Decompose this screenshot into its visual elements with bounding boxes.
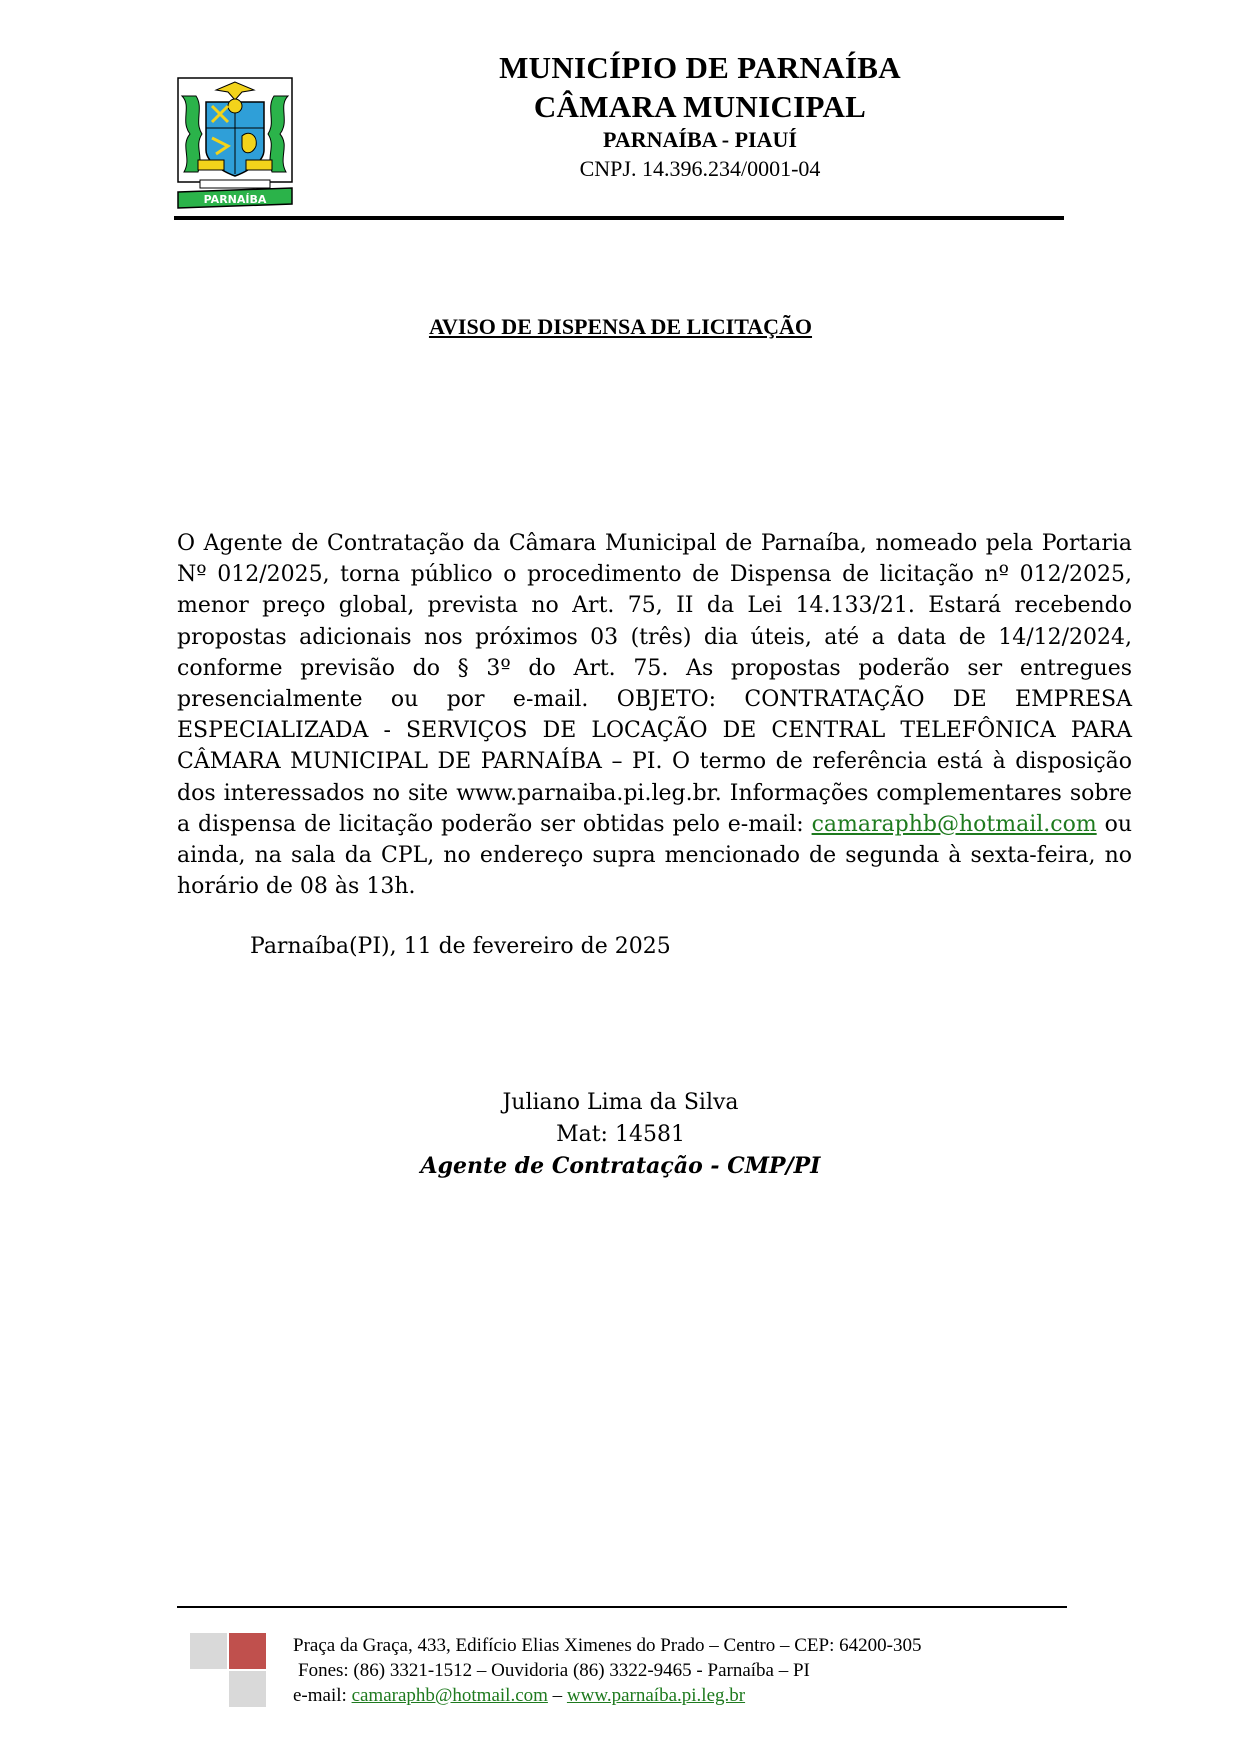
header-cidade-estado: PARNAÍBA - PIAUÍ — [603, 127, 797, 152]
footer-phones: Fones: (86) 3321-1512 – Ouvidoria (86) 3322-9465 - Parnaíba – PI — [298, 1660, 810, 1681]
signatory-role: Agente de Contratação - CMP/PI — [420, 1153, 821, 1179]
header-divider — [174, 216, 1064, 220]
footer-email-label: e-mail: — [293, 1685, 352, 1706]
municipal-seal-logo — [176, 76, 294, 214]
date-line: Parnaíba(PI), 11 de fevereiro de 2025 — [250, 934, 671, 959]
header-municipio: MUNICÍPIO DE PARNAÍBA — [499, 50, 901, 85]
notice-body-part1: O Agente de Contratação da Câmara Municipal de Parnaíba, nomeado pela Portaria Nº 012/2025, torna público o procedimento de Dispensa de licitação nº 012/2025, menor preço global, prevista no Art. 75, II da Lei 14.133/21. Estará recebendo propostas adicionais nos próximos 03 (três) dia úteis, até a data de 14/12/2024, conforme previsão do § 3º do Art. 75. As propostas poderão ser entregues presencialmente ou por e-mail. OBJETO: CONTRATAÇÃO DE EMPRESA ESPECIALIZADA - SERVIÇOS DE LOCAÇÃO DE CENTRAL TELEFÔNICA PARA CÂMARA MUNICIPAL DE PARNAÍBA – PI. O termo de referência está à disposição dos interessados no site www.parnaiba.pi.leg.br. Informações complementares sobre a dispensa de licitação poderão ser obtidas pelo e-mail: — [177, 531, 1132, 837]
footer-separator: – — [547, 1685, 567, 1706]
notice-body-part2: ou ainda, na sala da CPL, no endereço supra mencionado de segunda à sexta-feira, no horário de 08 às 13h. — [177, 811, 1132, 900]
seal-ribbon-text: PARNAÍBA — [203, 193, 267, 206]
notice-body — [177, 528, 1132, 902]
footer-email-link[interactable]: camaraphb@hotmail.com — [351, 1685, 548, 1706]
footer-divider — [177, 1606, 1067, 1608]
footer-contact — [293, 1685, 745, 1707]
signatory-mat: Mat: 14581 — [556, 1122, 685, 1147]
header-cnpj: CNPJ. 14.396.234/0001-04 — [579, 156, 821, 181]
body-email-link[interactable]: camaraphb@hotmail.com — [811, 811, 1097, 837]
header-camara: CÂMARA MUNICIPAL — [533, 89, 867, 124]
footer-site-link[interactable]: www.parnaíba.pi.leg.br — [566, 1685, 746, 1706]
signatory-name: Juliano Lima da Silva — [502, 1090, 739, 1115]
footer-address: Praça da Graça, 433, Edifício Elias Ximenes do Prado – Centro – CEP: 64200-305 — [293, 1635, 922, 1656]
footer-square-gray-1 — [190, 1633, 227, 1669]
footer-square-red — [229, 1633, 266, 1669]
document-title: AVISO DE DISPENSA DE LICITAÇÃO — [428, 314, 813, 339]
footer-square-gray-2 — [229, 1671, 266, 1707]
